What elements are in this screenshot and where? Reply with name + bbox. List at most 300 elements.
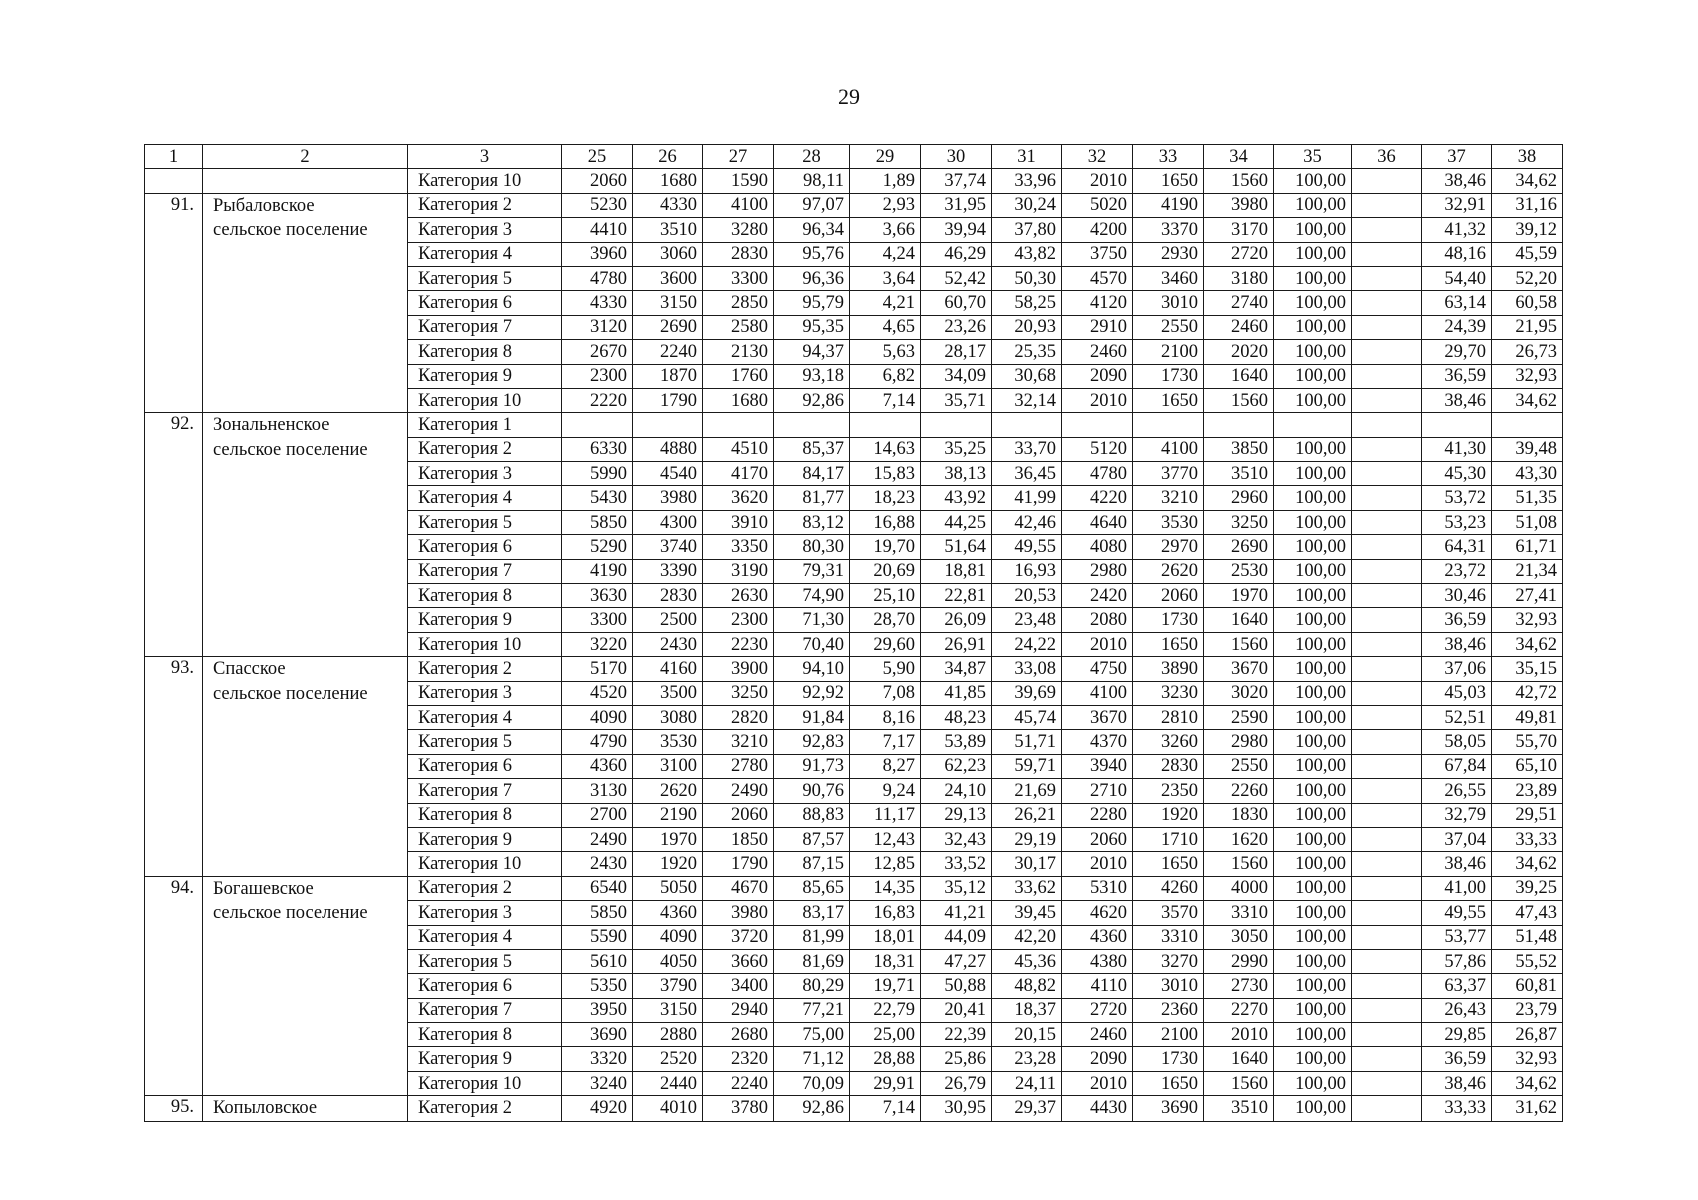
value-cell: 3250 — [1204, 510, 1274, 534]
category-cell: Категория 6 — [408, 535, 562, 559]
value-cell: 2500 — [633, 608, 703, 632]
value-cell: 3020 — [1204, 681, 1274, 705]
value-cell: 26,21 — [992, 803, 1062, 827]
value-cell: 32,93 — [1492, 364, 1563, 388]
value-cell: 4510 — [703, 437, 774, 461]
value-cell: 48,16 — [1422, 242, 1492, 266]
category-cell: Категория 5 — [408, 266, 562, 290]
value-cell: 25,86 — [921, 1047, 992, 1071]
value-cell: 2830 — [703, 242, 774, 266]
value-cell: 1560 — [1204, 169, 1274, 193]
value-cell: 2690 — [633, 315, 703, 339]
value-cell: 48,23 — [921, 705, 992, 729]
value-cell — [1352, 779, 1422, 803]
value-cell: 45,59 — [1492, 242, 1563, 266]
column-header: 38 — [1492, 145, 1563, 169]
value-cell — [1352, 754, 1422, 778]
value-cell: 36,59 — [1422, 608, 1492, 632]
value-cell: 77,21 — [774, 998, 850, 1022]
value-cell — [1352, 901, 1422, 925]
value-cell: 24,22 — [992, 632, 1062, 656]
value-cell: 25,00 — [850, 1023, 921, 1047]
value-cell: 2460 — [1204, 315, 1274, 339]
value-cell: 23,26 — [921, 315, 992, 339]
column-header: 2 — [203, 145, 408, 169]
value-cell: 32,79 — [1422, 803, 1492, 827]
page-number: 29 — [838, 84, 860, 109]
settlement-name-line: Спасское — [213, 659, 286, 680]
value-cell: 4520 — [562, 681, 633, 705]
value-cell: 100,00 — [1274, 510, 1352, 534]
value-cell: 45,03 — [1422, 681, 1492, 705]
value-cell — [1352, 559, 1422, 583]
value-cell: 21,34 — [1492, 559, 1563, 583]
value-cell: 100,00 — [1274, 681, 1352, 705]
value-cell: 3660 — [703, 949, 774, 973]
value-cell: 2520 — [633, 1047, 703, 1071]
value-cell: 70,40 — [774, 632, 850, 656]
value-cell — [1352, 949, 1422, 973]
value-cell: 4920 — [562, 1096, 633, 1121]
value-cell: 3320 — [562, 1047, 633, 1071]
value-cell: 1680 — [703, 388, 774, 412]
value-cell: 87,57 — [774, 827, 850, 851]
value-cell: 31,95 — [921, 193, 992, 217]
value-cell: 33,33 — [1492, 827, 1563, 851]
category-cell: Категория 6 — [408, 754, 562, 778]
category-cell: Категория 4 — [408, 925, 562, 949]
value-cell: 3690 — [562, 1023, 633, 1047]
value-cell: 33,08 — [992, 657, 1062, 681]
value-cell: 39,94 — [921, 218, 992, 242]
value-cell: 85,37 — [774, 437, 850, 461]
value-cell — [1352, 486, 1422, 510]
value-cell: 30,68 — [992, 364, 1062, 388]
category-cell: Категория 3 — [408, 462, 562, 486]
row-index-cell: 92. — [145, 413, 203, 657]
value-cell: 3170 — [1204, 218, 1274, 242]
value-cell: 52,51 — [1422, 705, 1492, 729]
category-cell: Категория 7 — [408, 998, 562, 1022]
value-cell: 35,25 — [921, 437, 992, 461]
value-cell: 5020 — [1062, 193, 1133, 217]
value-cell: 18,81 — [921, 559, 992, 583]
value-cell — [1352, 608, 1422, 632]
value-cell: 100,00 — [1274, 827, 1352, 851]
value-cell: 37,74 — [921, 169, 992, 193]
value-cell — [1352, 169, 1422, 193]
settlement-name-line: Зональненское — [213, 415, 330, 436]
category-cell: Категория 3 — [408, 901, 562, 925]
category-cell: Категория 6 — [408, 974, 562, 998]
value-cell — [1204, 413, 1274, 437]
value-cell: 2780 — [703, 754, 774, 778]
value-cell: 81,69 — [774, 949, 850, 973]
value-cell: 100,00 — [1274, 388, 1352, 412]
settlement-name-cell — [203, 169, 408, 193]
category-cell: Категория 2 — [408, 437, 562, 461]
value-cell: 2,93 — [850, 193, 921, 217]
value-cell: 3350 — [703, 535, 774, 559]
value-cell: 2100 — [1133, 340, 1204, 364]
category-cell: Категория 3 — [408, 218, 562, 242]
value-cell: 2020 — [1204, 340, 1274, 364]
value-cell: 6330 — [562, 437, 633, 461]
settlement-name-cell — [203, 876, 408, 1096]
value-cell — [1352, 535, 1422, 559]
value-cell: 2300 — [703, 608, 774, 632]
value-cell: 26,55 — [1422, 779, 1492, 803]
value-cell: 52,42 — [921, 266, 992, 290]
value-cell: 85,65 — [774, 876, 850, 900]
value-cell: 49,81 — [1492, 705, 1563, 729]
column-header: 3 — [408, 145, 562, 169]
value-cell: 41,99 — [992, 486, 1062, 510]
value-cell: 26,09 — [921, 608, 992, 632]
value-cell: 3120 — [562, 315, 633, 339]
value-cell: 3300 — [703, 266, 774, 290]
value-cell: 39,12 — [1492, 218, 1563, 242]
value-cell: 3150 — [633, 291, 703, 315]
value-cell: 4110 — [1062, 974, 1133, 998]
value-cell — [1352, 437, 1422, 461]
column-header: 26 — [633, 145, 703, 169]
value-cell: 18,31 — [850, 949, 921, 973]
value-cell: 26,79 — [921, 1071, 992, 1095]
value-cell: 4670 — [703, 876, 774, 900]
category-cell: Категория 8 — [408, 1023, 562, 1047]
value-cell: 2080 — [1062, 608, 1133, 632]
value-cell: 60,58 — [1492, 291, 1563, 315]
table-row — [145, 413, 1563, 437]
column-header: 25 — [562, 145, 633, 169]
value-cell: 51,35 — [1492, 486, 1563, 510]
value-cell — [1352, 218, 1422, 242]
value-cell: 8,16 — [850, 705, 921, 729]
value-cell: 2620 — [633, 779, 703, 803]
value-cell: 34,87 — [921, 657, 992, 681]
value-cell: 3080 — [633, 705, 703, 729]
value-cell — [1352, 827, 1422, 851]
value-cell: 97,07 — [774, 193, 850, 217]
settlement-name-line: сельское поселение — [213, 903, 368, 924]
category-cell: Категория 6 — [408, 291, 562, 315]
category-cell: Категория 2 — [408, 193, 562, 217]
value-cell: 53,72 — [1422, 486, 1492, 510]
value-cell: 3530 — [1133, 510, 1204, 534]
value-cell: 18,01 — [850, 925, 921, 949]
value-cell — [1352, 1096, 1422, 1121]
value-cell: 79,31 — [774, 559, 850, 583]
value-cell: 2580 — [703, 315, 774, 339]
value-cell — [1352, 1047, 1422, 1071]
value-cell: 3510 — [1204, 1096, 1274, 1121]
value-cell: 34,62 — [1492, 388, 1563, 412]
value-cell: 100,00 — [1274, 730, 1352, 754]
value-cell: 3850 — [1204, 437, 1274, 461]
value-cell: 83,12 — [774, 510, 850, 534]
value-cell: 60,81 — [1492, 974, 1563, 998]
value-cell: 100,00 — [1274, 291, 1352, 315]
value-cell — [1352, 315, 1422, 339]
value-cell — [1352, 242, 1422, 266]
value-cell: 3510 — [1204, 462, 1274, 486]
value-cell: 22,39 — [921, 1023, 992, 1047]
value-cell: 3310 — [1133, 925, 1204, 949]
value-cell: 41,32 — [1422, 218, 1492, 242]
value-cell: 2700 — [562, 803, 633, 827]
value-cell: 3980 — [633, 486, 703, 510]
value-cell: 94,10 — [774, 657, 850, 681]
value-cell: 18,23 — [850, 486, 921, 510]
value-cell: 42,72 — [1492, 681, 1563, 705]
value-cell: 24,39 — [1422, 315, 1492, 339]
value-cell: 3310 — [1204, 901, 1274, 925]
category-cell: Категория 5 — [408, 730, 562, 754]
value-cell: 3670 — [1204, 657, 1274, 681]
value-cell: 31,16 — [1492, 193, 1563, 217]
value-cell: 2240 — [633, 340, 703, 364]
value-cell — [1352, 413, 1422, 437]
value-cell: 41,00 — [1422, 876, 1492, 900]
value-cell: 51,48 — [1492, 925, 1563, 949]
value-cell: 3530 — [633, 730, 703, 754]
column-header: 28 — [774, 145, 850, 169]
value-cell: 12,43 — [850, 827, 921, 851]
value-cell: 28,70 — [850, 608, 921, 632]
value-cell: 20,15 — [992, 1023, 1062, 1047]
value-cell: 4090 — [562, 705, 633, 729]
value-cell: 100,00 — [1274, 974, 1352, 998]
tariff-table — [144, 144, 1563, 1122]
value-cell: 2880 — [633, 1023, 703, 1047]
value-cell: 1560 — [1204, 852, 1274, 876]
value-cell: 22,79 — [850, 998, 921, 1022]
value-cell: 4330 — [562, 291, 633, 315]
value-cell — [921, 413, 992, 437]
value-cell: 4370 — [1062, 730, 1133, 754]
value-cell: 29,13 — [921, 803, 992, 827]
value-cell: 67,84 — [1422, 754, 1492, 778]
value-cell: 5590 — [562, 925, 633, 949]
value-cell — [1274, 413, 1352, 437]
value-cell: 26,73 — [1492, 340, 1563, 364]
value-cell: 4090 — [633, 925, 703, 949]
value-cell: 4100 — [1062, 681, 1133, 705]
value-cell: 54,40 — [1422, 266, 1492, 290]
value-cell: 2710 — [1062, 779, 1133, 803]
value-cell: 4620 — [1062, 901, 1133, 925]
value-cell: 44,09 — [921, 925, 992, 949]
value-cell — [1352, 974, 1422, 998]
value-cell: 3940 — [1062, 754, 1133, 778]
value-cell: 4750 — [1062, 657, 1133, 681]
value-cell: 65,10 — [1492, 754, 1563, 778]
value-cell: 41,21 — [921, 901, 992, 925]
value-cell: 26,87 — [1492, 1023, 1563, 1047]
value-cell: 1850 — [703, 827, 774, 851]
value-cell: 2590 — [1204, 705, 1274, 729]
value-cell: 4080 — [1062, 535, 1133, 559]
value-cell: 20,69 — [850, 559, 921, 583]
value-cell: 100,00 — [1274, 193, 1352, 217]
value-cell: 2100 — [1133, 1023, 1204, 1047]
value-cell: 2970 — [1133, 535, 1204, 559]
value-cell: 5430 — [562, 486, 633, 510]
value-cell: 2810 — [1133, 705, 1204, 729]
value-cell: 31,62 — [1492, 1096, 1563, 1121]
value-cell: 1970 — [633, 827, 703, 851]
value-cell: 1590 — [703, 169, 774, 193]
value-cell: 1650 — [1133, 388, 1204, 412]
value-cell: 5290 — [562, 535, 633, 559]
value-cell: 53,89 — [921, 730, 992, 754]
value-cell: 24,10 — [921, 779, 992, 803]
value-cell: 2460 — [1062, 1023, 1133, 1047]
value-cell: 18,37 — [992, 998, 1062, 1022]
value-cell: 3210 — [1133, 486, 1204, 510]
value-cell: 4200 — [1062, 218, 1133, 242]
category-cell: Категория 8 — [408, 584, 562, 608]
value-cell: 33,33 — [1422, 1096, 1492, 1121]
value-cell: 71,30 — [774, 608, 850, 632]
value-cell: 1640 — [1204, 1047, 1274, 1071]
value-cell: 32,43 — [921, 827, 992, 851]
category-cell: Категория 5 — [408, 949, 562, 973]
value-cell: 81,77 — [774, 486, 850, 510]
value-cell: 5310 — [1062, 876, 1133, 900]
value-cell — [1352, 925, 1422, 949]
value-cell — [1352, 340, 1422, 364]
value-cell: 2260 — [1204, 779, 1274, 803]
category-cell: Категория 8 — [408, 803, 562, 827]
value-cell: 22,81 — [921, 584, 992, 608]
value-cell: 2060 — [1133, 584, 1204, 608]
value-cell: 4,24 — [850, 242, 921, 266]
value-cell: 5,63 — [850, 340, 921, 364]
value-cell: 26,43 — [1422, 998, 1492, 1022]
column-header: 31 — [992, 145, 1062, 169]
value-cell: 100,00 — [1274, 608, 1352, 632]
value-cell: 29,85 — [1422, 1023, 1492, 1047]
value-cell: 2530 — [1204, 559, 1274, 583]
value-cell: 19,70 — [850, 535, 921, 559]
value-cell: 38,46 — [1422, 169, 1492, 193]
value-cell: 100,00 — [1274, 1071, 1352, 1095]
value-cell: 35,12 — [921, 876, 992, 900]
value-cell: 20,93 — [992, 315, 1062, 339]
value-cell: 5170 — [562, 657, 633, 681]
value-cell: 4880 — [633, 437, 703, 461]
value-cell: 4260 — [1133, 876, 1204, 900]
value-cell: 14,35 — [850, 876, 921, 900]
value-cell: 49,55 — [992, 535, 1062, 559]
value-cell: 1640 — [1204, 364, 1274, 388]
value-cell: 1760 — [703, 364, 774, 388]
value-cell: 1790 — [703, 852, 774, 876]
value-cell: 3980 — [1204, 193, 1274, 217]
value-cell: 100,00 — [1274, 705, 1352, 729]
value-cell — [1133, 413, 1204, 437]
value-cell: 100,00 — [1274, 559, 1352, 583]
value-cell: 3690 — [1133, 1096, 1204, 1121]
category-cell: Категория 7 — [408, 315, 562, 339]
value-cell: 100,00 — [1274, 925, 1352, 949]
value-cell: 34,09 — [921, 364, 992, 388]
value-cell — [703, 413, 774, 437]
value-cell: 4100 — [1133, 437, 1204, 461]
value-cell — [1422, 413, 1492, 437]
value-cell: 43,92 — [921, 486, 992, 510]
value-cell: 47,43 — [1492, 901, 1563, 925]
value-cell: 92,86 — [774, 1096, 850, 1121]
value-cell: 5050 — [633, 876, 703, 900]
value-cell: 23,72 — [1422, 559, 1492, 583]
value-cell: 39,69 — [992, 681, 1062, 705]
value-cell: 1650 — [1133, 169, 1204, 193]
value-cell: 100,00 — [1274, 535, 1352, 559]
value-cell: 2090 — [1062, 1047, 1133, 1071]
value-cell: 29,60 — [850, 632, 921, 656]
value-cell: 1650 — [1133, 632, 1204, 656]
value-cell: 1560 — [1204, 632, 1274, 656]
value-cell: 100,00 — [1274, 1023, 1352, 1047]
value-cell: 16,83 — [850, 901, 921, 925]
value-cell: 4360 — [562, 754, 633, 778]
value-cell: 4170 — [703, 462, 774, 486]
value-cell — [992, 413, 1062, 437]
value-cell: 3390 — [633, 559, 703, 583]
category-cell: Категория 9 — [408, 364, 562, 388]
value-cell: 2010 — [1062, 169, 1133, 193]
value-cell: 84,17 — [774, 462, 850, 486]
value-cell — [1352, 510, 1422, 534]
value-cell — [850, 413, 921, 437]
value-cell: 5230 — [562, 193, 633, 217]
value-cell: 2230 — [703, 632, 774, 656]
value-cell: 2820 — [703, 705, 774, 729]
value-cell: 2940 — [703, 998, 774, 1022]
value-cell — [1352, 1023, 1422, 1047]
table-row — [145, 657, 1563, 681]
value-cell: 58,05 — [1422, 730, 1492, 754]
column-header: 33 — [1133, 145, 1204, 169]
row-index-cell: 91. — [145, 193, 203, 413]
value-cell: 20,53 — [992, 584, 1062, 608]
settlement-name-cell — [203, 193, 408, 413]
row-index-cell: 95. — [145, 1096, 203, 1121]
value-cell: 2620 — [1133, 559, 1204, 583]
value-cell: 38,46 — [1422, 632, 1492, 656]
value-cell: 8,27 — [850, 754, 921, 778]
value-cell: 4220 — [1062, 486, 1133, 510]
value-cell: 2010 — [1062, 632, 1133, 656]
value-cell: 38,46 — [1422, 388, 1492, 412]
value-cell: 2010 — [1062, 852, 1133, 876]
value-cell: 83,17 — [774, 901, 850, 925]
value-cell: 100,00 — [1274, 340, 1352, 364]
value-cell: 92,86 — [774, 388, 850, 412]
value-cell: 2430 — [633, 632, 703, 656]
value-cell: 52,20 — [1492, 266, 1563, 290]
value-cell: 4330 — [633, 193, 703, 217]
value-cell: 88,83 — [774, 803, 850, 827]
value-cell: 23,89 — [1492, 779, 1563, 803]
value-cell: 29,91 — [850, 1071, 921, 1095]
value-cell: 2420 — [1062, 584, 1133, 608]
value-cell: 2010 — [1204, 1023, 1274, 1047]
value-cell: 3300 — [562, 608, 633, 632]
